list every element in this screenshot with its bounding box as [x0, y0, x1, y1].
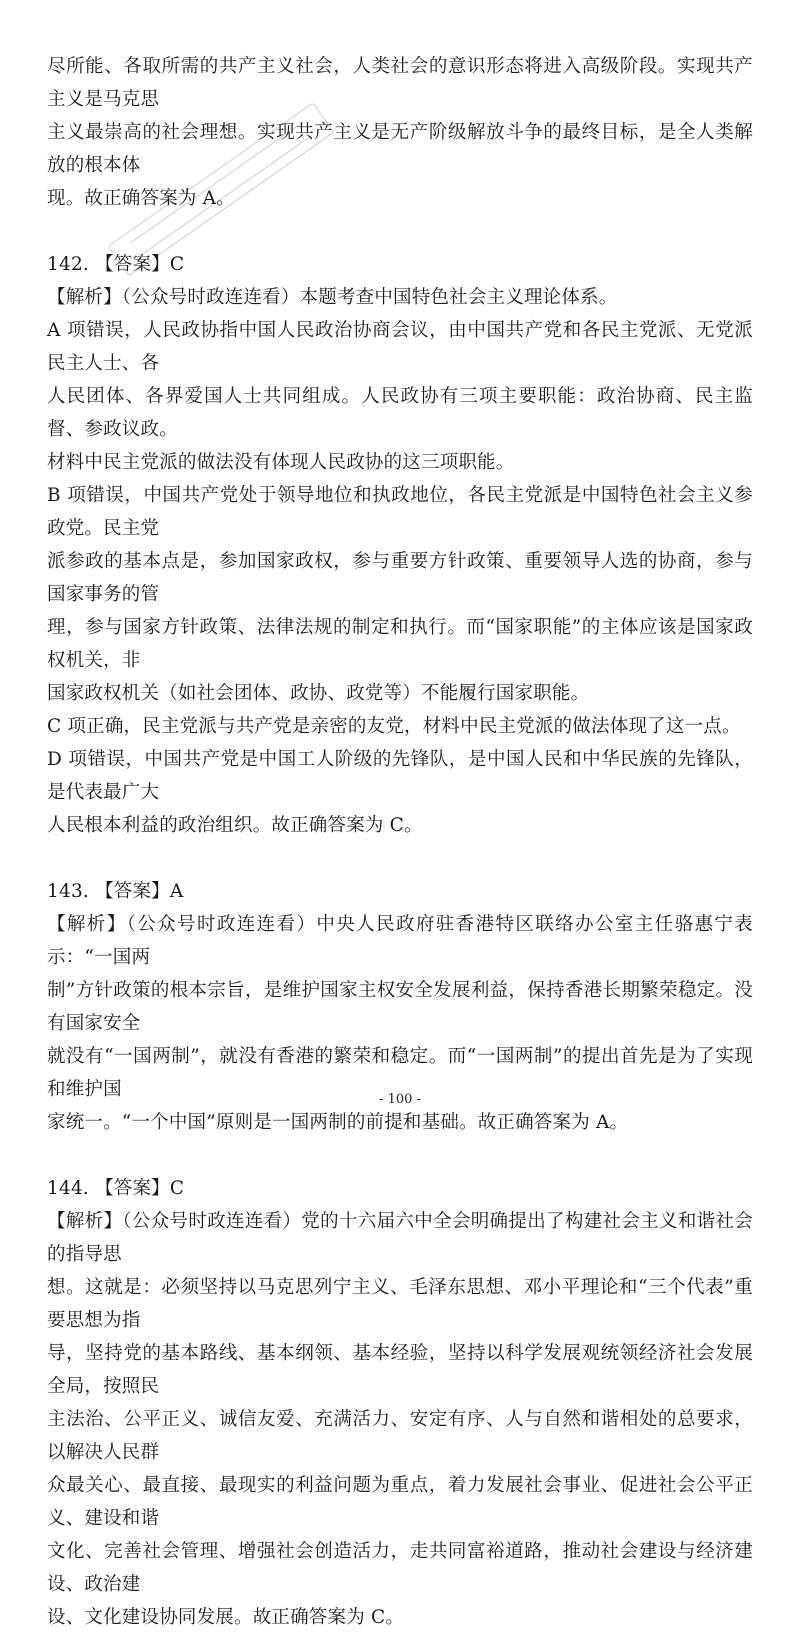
text-line: 导，坚持党的基本路线、基本纲领、基本经验，坚持以科学发展观统领经济社会发展全局，按照民	[47, 1343, 753, 1397]
answer-item-142	[47, 248, 753, 842]
text-line: B 项错误，中国共产党处于领导地位和执政地位，各民主党派是中国特色社会主义参政党。民主党	[47, 485, 753, 539]
answer-heading: 144. 【答案】C	[47, 1178, 185, 1199]
text-line: 主义最崇高的社会理想。实现共产主义是无产阶级解放斗争的最终目标，是全人类解放的根本体	[47, 122, 753, 176]
text-line: D 项错误，中国共产党是中国工人阶级的先锋队，是中国人民和中华民族的先锋队，是代表最广大	[47, 749, 753, 803]
text-line: 派参政的基本点是，参加国家政权，参与重要方针政策、重要领导人选的协商，参与国家事务的管	[47, 551, 753, 605]
text-line: 人民根本利益的政治组织。故正确答案为 C。	[47, 815, 423, 836]
document-body	[47, 50, 753, 1634]
answer-heading: 143. 【答案】A	[47, 881, 184, 902]
answer-item-144	[47, 1172, 753, 1634]
text-line: 现。故正确答案为 A。	[47, 188, 235, 209]
text-line: 人民团体、各界爱国人士共同组成。人民政协有三项主要职能：政治协商、民主监督、参政议政。	[47, 386, 753, 440]
text-line: 【解析】（公众号时政连连看）党的十六届六中全会明确提出了构建社会主义和谐社会的指导思	[47, 1211, 753, 1265]
text-line: C 项正确，民主党派与共产党是亲密的友党，材料中民主党派的做法体现了这一点。	[47, 716, 741, 737]
text-line: 家统一。“一个中国”原则是一国两制的前提和基础。故正确答案为 A。	[47, 1112, 629, 1133]
text-line: A 项错误，人民政协指中国人民政治协商会议，由中国共产党和各民主党派、无党派民主人士、各	[47, 320, 753, 374]
text-line: 材料中民主党派的做法没有体现人民政协的这三项职能。	[47, 452, 515, 473]
text-line: 主法治、公平正义、诚信友爱、充满活力、安定有序、人与自然和谐相处的总要求，以解决人民群	[47, 1409, 753, 1463]
text-line: 制”方针政策的根本宗旨，是维护国家主权安全发展利益，保持香港长期繁荣稳定。没有国家安全	[47, 980, 753, 1034]
text-line: 就没有“一国两制”，就没有香港的繁荣和稳定。而“一国两制”的提出首先是为了实现和维护国	[47, 1046, 753, 1100]
text-line: 【解析】（公众号时政连连看）中央人民政府驻香港特区联络办公室主任骆惠宁表示：“一国两	[47, 914, 753, 968]
text-line: 众最关心、最直接、最现实的利益问题为重点，着力发展社会事业、促进社会公平正义、建设和谐	[47, 1475, 753, 1529]
text-line: 国家政权机关（如社会团体、政协、政党等）不能履行国家职能。	[47, 683, 590, 704]
text-line: 尽所能、各取所需的共产主义社会，人类社会的意识形态将进入高级阶段。实现共产主义是马克思	[47, 56, 753, 110]
intro-paragraph	[47, 50, 753, 215]
page-number: - 100 -	[379, 1092, 421, 1107]
text-line: 【解析】（公众号时政连连看）本题考查中国特色社会主义理论体系。	[47, 287, 618, 308]
answer-heading: 142. 【答案】C	[47, 254, 185, 275]
text-line: 理，参与国家方针政策、法律法规的制定和执行。而“国家职能”的主体应该是国家政权机关，非	[47, 617, 753, 671]
text-line: 文化、完善社会管理、增强社会创造活力，走共同富裕道路，推动社会建设与经济建设、政治建	[47, 1541, 753, 1595]
text-line: 设、文化建设协同发展。故正确答案为 C。	[47, 1607, 405, 1628]
text-line: 想。这就是：必须坚持以马克思列宁主义、毛泽东思想、邓小平理论和“三个代表”重要思想为指	[47, 1277, 753, 1331]
